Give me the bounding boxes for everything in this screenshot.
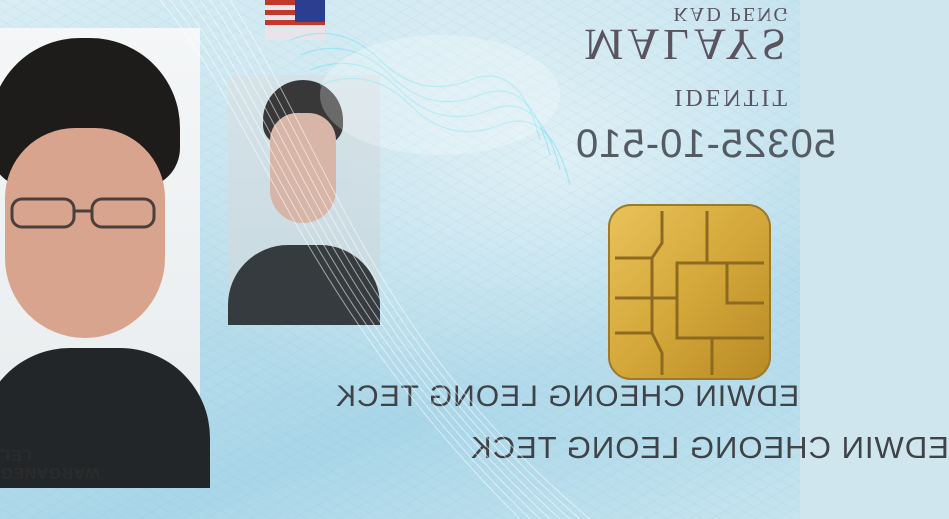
citizenship-caption — [0, 445, 130, 481]
ghost-face — [270, 113, 336, 223]
header-line-2: MALAYS — [584, 20, 790, 69]
chip-icon — [607, 203, 772, 381]
header-line-3: IDENTIT — [674, 84, 790, 110]
id-number: 50325-10-510 — [575, 122, 837, 166]
header-line-1: KAD PENG — [673, 3, 790, 25]
ghost-shirt — [228, 245, 380, 325]
holder-name-line-1: EDWIN CHEONG LEONG TECK — [335, 380, 800, 413]
caption-line-1: WARGANEG — [0, 464, 100, 481]
portrait-photo — [0, 28, 200, 473]
caption-line-2: LEL — [0, 446, 32, 463]
card-header — [560, 0, 790, 120]
portrait-face — [5, 128, 165, 338]
ghost-portrait-photo — [228, 75, 380, 315]
holder-name-line-2: EDWIN CHEONG LEONG TECK — [470, 430, 949, 465]
flag-icon — [265, 0, 325, 40]
glasses-icon — [8, 193, 158, 233]
